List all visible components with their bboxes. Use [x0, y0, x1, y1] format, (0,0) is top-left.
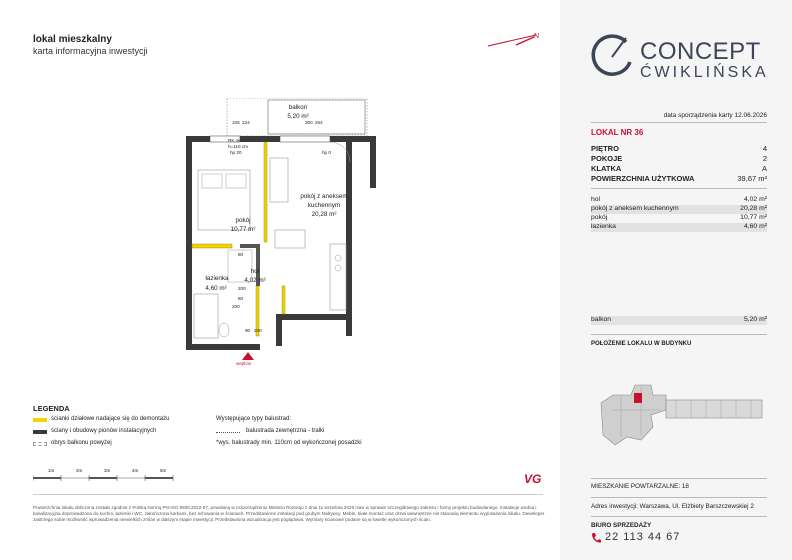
- dimension-label: 200: [254, 328, 262, 333]
- north-label: N: [534, 33, 540, 40]
- dimension-label: 90: [245, 328, 251, 333]
- legend-swatch-dark: [33, 430, 47, 434]
- legend-title: LEGENDA: [33, 404, 70, 413]
- location-title: POŁOŻENIE LOKALU W BUDYNKU: [591, 341, 692, 347]
- scale-label: 5m: [160, 468, 167, 473]
- room-row: hol 4,02 m²: [591, 196, 767, 203]
- footer-disclaimer: Powierzchnia lokalu obliczona zostało zgodnie z Polską Normą PN-ISO 9836:2022-07, powołaną w rozporządzeniu Ministra Rozwoju z dnia 11 września 2020 roku w sprawie szczegółowego zakresu i formy projektu budowlanego. Instalacje wodna i kanalizacyjna doprowadzona do kuchni, łazienki i WC, zakończona korkami, bez schowania w ścianach. Przedstawione instalacji pod grubym Nabywcy. Meble, białe montaż oraz drzwi wewnętrzne nie stanowią elementu wyposażenia lokalu. Deweloper zastrzega sobie możliwość wprowadzenia niewielkich zmian w dalszym etapie inwestycji. Przedstawiona wizualizacja jest poglądowa. Wymiary ścianowe podane są w świetle wykończonych ścian.: [33, 505, 545, 522]
- area-value: 39,67 m²: [737, 174, 767, 183]
- room-row: pokój 10,77 m²: [591, 214, 767, 221]
- staircase-label: KLATKA: [591, 164, 622, 173]
- legend-item: ściany i obudowy pionów instalacyjnych: [51, 428, 157, 434]
- vg-logo: VG: [524, 472, 542, 486]
- dimension-label: 254: [315, 120, 323, 125]
- info-panel: [560, 0, 792, 560]
- repeat-info: MIESZKANIE POWTARZALNE: 18: [591, 483, 689, 490]
- bathroom-area: 4,60 m²: [205, 285, 227, 292]
- scale-label: 2m: [76, 468, 83, 473]
- floor-value: 4: [762, 144, 767, 153]
- height-marker: h=110 cm: [228, 144, 248, 149]
- balustrade-swatch: [216, 432, 240, 433]
- dimension-label: 224: [242, 120, 250, 125]
- scale-label: 3m: [104, 468, 111, 473]
- investment-address: Adres inwestycji: Warszawa, Ul. Elżbiety Barszczewskiej 2: [591, 503, 754, 510]
- balcony-label: balkon: [288, 104, 308, 111]
- document-title: lokal mieszkalny: [33, 34, 112, 45]
- entrance-label: wejście: [236, 361, 252, 366]
- hall-label: hol: [250, 268, 260, 275]
- card-date: data sporządzenia karty 12.06.2026: [663, 112, 767, 119]
- document-subtitle: karta informacyjna inwestycji: [33, 46, 148, 56]
- legend-swatch-outline: [33, 442, 47, 446]
- room-row: pokój z aneksem kuchennym 20,28 m²: [591, 205, 767, 212]
- balustrade-item: balustrada zewnętrzna - tralki: [246, 428, 325, 434]
- dimension-label: 200: [232, 304, 240, 309]
- unit-number: LOKAL NR 36: [591, 128, 644, 137]
- scale-label: 1m: [48, 468, 55, 473]
- scale-label: 4m: [132, 468, 139, 473]
- dimension-label: 105: [232, 120, 240, 125]
- legend-item: obrys balkonu powyżej: [51, 440, 112, 446]
- rk-marker: RK ok: [228, 138, 241, 143]
- hp-marker: hp 20: [230, 150, 242, 155]
- bedroom-label: pokój: [235, 217, 251, 224]
- entrance-marker-icon: [242, 352, 254, 360]
- living-room-label-2: kuchennym: [307, 202, 341, 209]
- dimension-label: 300: [305, 120, 313, 125]
- living-room-area: 20,28 m²: [311, 211, 337, 218]
- dimension-label: 80: [238, 296, 244, 301]
- room-row: łazienka 4,60 m²: [591, 223, 767, 230]
- phone-icon: [591, 532, 601, 544]
- hall-area: 4,02 m²: [244, 277, 266, 284]
- area-label: POWIERZCHNIA UŻYTKOWA: [591, 174, 695, 183]
- north-arrow-icon: [486, 30, 542, 50]
- concept-logo-icon: [590, 32, 636, 78]
- rooms-label: POKOJE: [591, 154, 623, 163]
- floor-plan: [180, 98, 390, 368]
- dimension-label: 200: [238, 286, 246, 291]
- balustrade-note: *wys. balustrady min. 110cm od wykończonej posadzki: [216, 440, 362, 446]
- balcony-row: balkon 5,20 m²: [591, 316, 767, 323]
- balcony-area: 5,20 m²: [287, 113, 309, 120]
- sales-office-title: BIURO SPRZEDAŻY: [591, 522, 652, 529]
- logo-subtitle: ĆWIKLIŃSKA: [640, 64, 769, 81]
- hp-marker: hp 0: [322, 150, 331, 155]
- staircase-value: A: [761, 164, 767, 173]
- sales-phone[interactable]: 22 113 44 67: [605, 531, 681, 543]
- bedroom-area: 10,77 m²: [230, 226, 256, 233]
- building-location-map: [591, 355, 767, 465]
- bathroom-label: łazienka: [205, 275, 229, 282]
- logo-wordmark: CONCEPT: [640, 38, 761, 65]
- rooms-value: 2: [762, 154, 767, 163]
- living-room-label: pokój z aneksem: [300, 193, 348, 200]
- unit-location-marker: [634, 393, 642, 403]
- floor-label: PIĘTRO: [591, 144, 619, 153]
- legend-item: ścianki działowe nadające się do demontażu: [51, 416, 170, 422]
- legend-swatch-yellow: [33, 418, 47, 422]
- balustrade-title: Występujące typy balustrad:: [216, 416, 291, 422]
- dimension-label: 80: [238, 252, 244, 257]
